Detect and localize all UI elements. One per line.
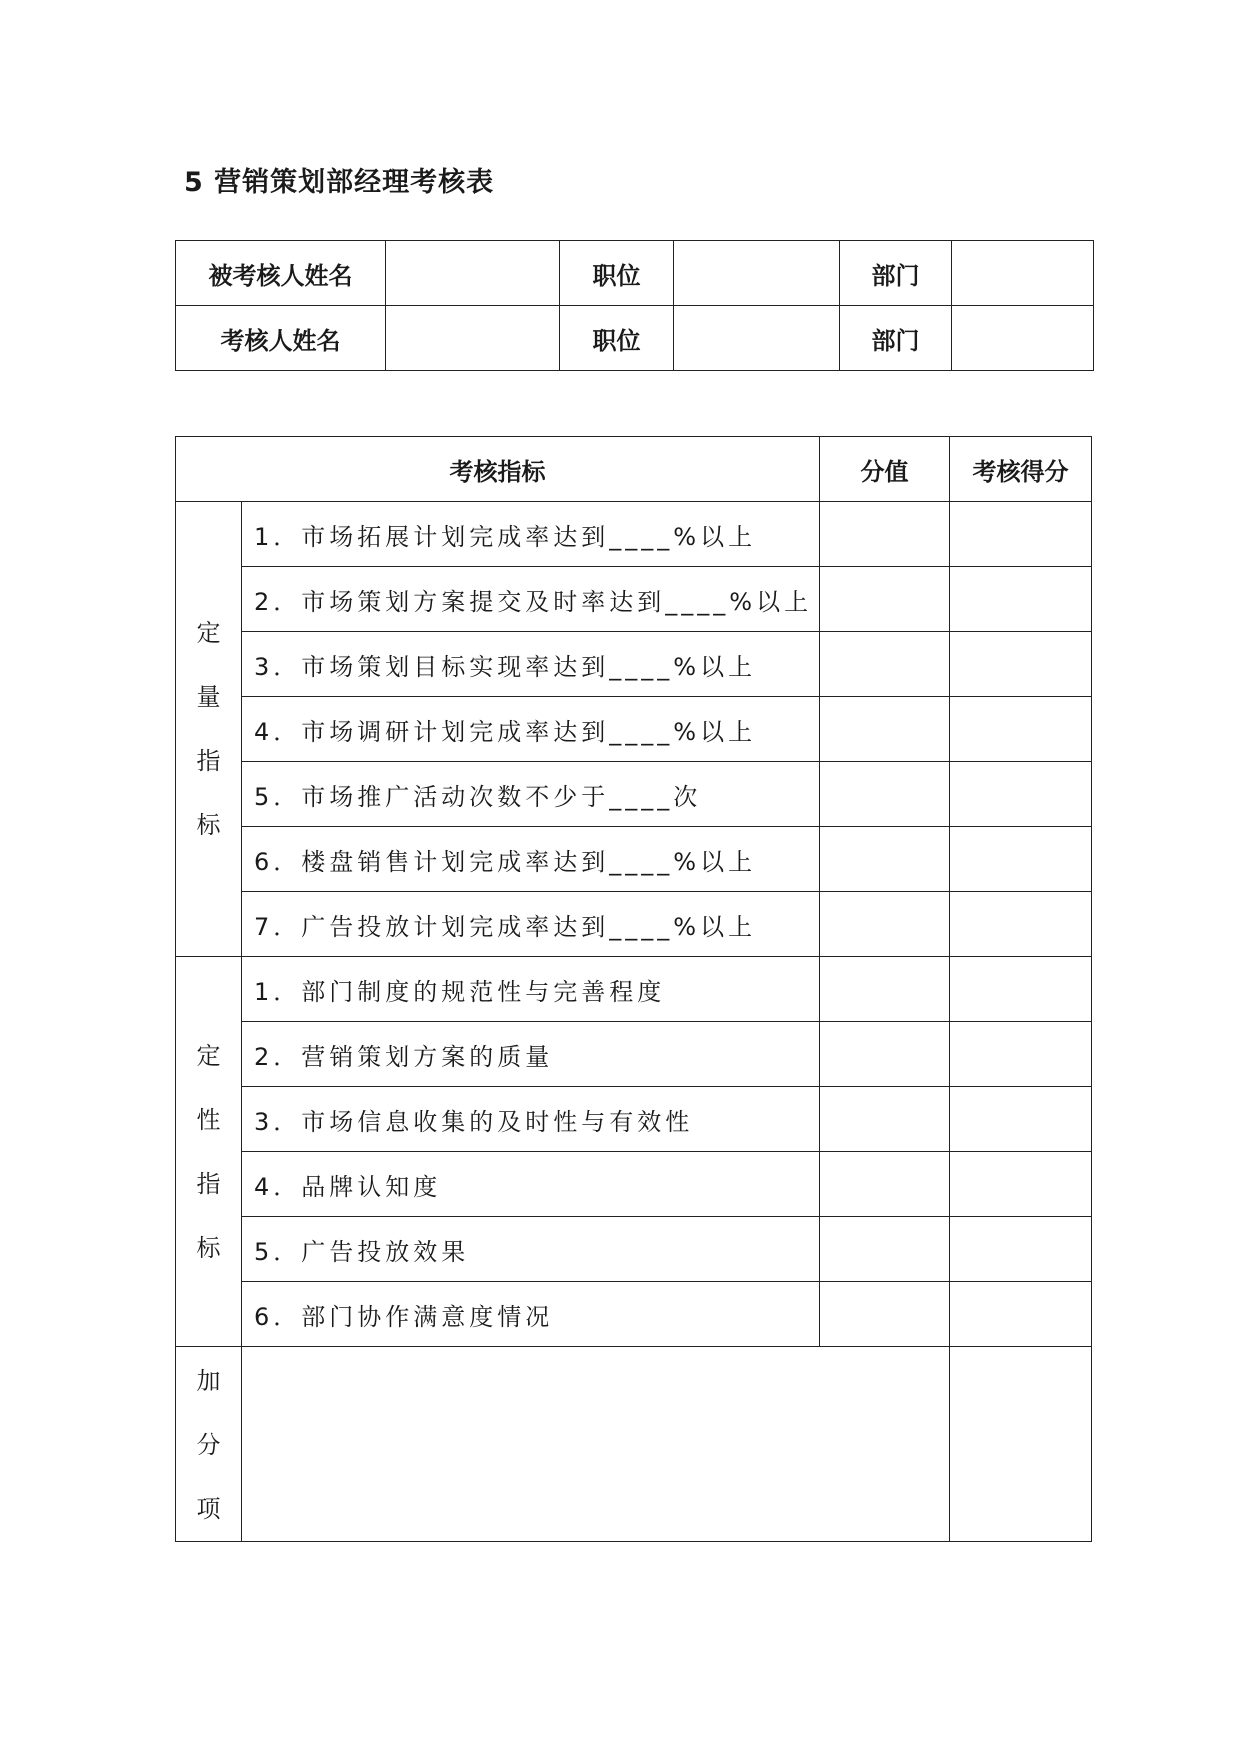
qualitative-item: 6．部门协作满意度情况: [242, 1282, 820, 1347]
bonus-row: [176, 1347, 1092, 1542]
assessee-name-field[interactable]: [386, 241, 560, 306]
table-row: [176, 567, 1092, 632]
score-value-cell[interactable]: [820, 762, 950, 827]
score-value-cell[interactable]: [820, 1217, 950, 1282]
assessor-position-label: 职位: [560, 306, 674, 371]
table-row: [176, 957, 1092, 1022]
score-value-cell[interactable]: [820, 567, 950, 632]
assessee-position-field[interactable]: [674, 241, 840, 306]
score-value-cell[interactable]: [820, 1087, 950, 1152]
score-result-cell[interactable]: [950, 1282, 1092, 1347]
score-value-cell[interactable]: [820, 502, 950, 567]
score-result-cell[interactable]: [950, 762, 1092, 827]
score-result-cell[interactable]: [950, 1087, 1092, 1152]
qualitative-item: 2．营销策划方案的质量: [242, 1022, 820, 1087]
assessor-name-field[interactable]: [386, 306, 560, 371]
score-result-cell[interactable]: [950, 567, 1092, 632]
score-result-cell[interactable]: [950, 502, 1092, 567]
qualitative-item: 4．品牌认知度: [242, 1152, 820, 1217]
score-value-cell[interactable]: [820, 1152, 950, 1217]
assessor-dept-field[interactable]: [952, 306, 1094, 371]
assessor-row: [176, 306, 1094, 371]
table-row: [176, 1217, 1092, 1282]
qualitative-item: 3．市场信息收集的及时性与有效性: [242, 1087, 820, 1152]
table-row: [176, 762, 1092, 827]
table-row: [176, 502, 1092, 567]
quantitative-item: 2．市场策划方案提交及时率达到____%以上: [242, 567, 820, 632]
quantitative-category-label: 定 量 指 标: [176, 502, 242, 957]
score-result-cell[interactable]: [950, 697, 1092, 762]
assessee-row: [176, 241, 1094, 306]
table-row: [176, 1022, 1092, 1087]
score-value-cell[interactable]: [820, 827, 950, 892]
quantitative-item: 7．广告投放计划完成率达到____%以上: [242, 892, 820, 957]
qualitative-category-label: 定 性 指 标: [176, 957, 242, 1347]
assessee-dept-label: 部门: [840, 241, 952, 306]
qualitative-item: 5．广告投放效果: [242, 1217, 820, 1282]
score-result-cell[interactable]: [950, 1022, 1092, 1087]
table-row: [176, 1282, 1092, 1347]
assessor-position-field[interactable]: [674, 306, 840, 371]
header-row: [176, 437, 1092, 502]
score-value-header: 分值: [820, 437, 950, 502]
score-value-cell[interactable]: [820, 632, 950, 697]
assessor-dept-label: 部门: [840, 306, 952, 371]
assessor-name-label: 考核人姓名: [176, 306, 386, 371]
score-result-cell[interactable]: [950, 957, 1092, 1022]
table-row: [176, 632, 1092, 697]
score-result-cell[interactable]: [950, 1217, 1092, 1282]
score-result-cell[interactable]: [950, 632, 1092, 697]
score-result-cell[interactable]: [950, 892, 1092, 957]
quantitative-item: 3．市场策划目标实现率达到____%以上: [242, 632, 820, 697]
qualitative-item: 1．部门制度的规范性与完善程度: [242, 957, 820, 1022]
score-result-cell[interactable]: [950, 1152, 1092, 1217]
quantitative-item: 5．市场推广活动次数不少于____次: [242, 762, 820, 827]
page-title: 5 营销策划部经理考核表: [184, 167, 495, 198]
table-row: [176, 892, 1092, 957]
table-row: [176, 1152, 1092, 1217]
assessee-dept-field[interactable]: [952, 241, 1094, 306]
table-row: [176, 1087, 1092, 1152]
assessee-info-table: [175, 240, 1094, 371]
indicator-header: 考核指标: [176, 437, 820, 502]
quantitative-item: 1．市场拓展计划完成率达到____%以上: [242, 502, 820, 567]
score-value-cell[interactable]: [820, 957, 950, 1022]
score-value-cell[interactable]: [820, 892, 950, 957]
score-value-cell[interactable]: [820, 697, 950, 762]
score-result-cell[interactable]: [950, 827, 1092, 892]
score-value-cell[interactable]: [820, 1282, 950, 1347]
assessee-name-label: 被考核人姓名: [176, 241, 386, 306]
quantitative-item: 6．楼盘销售计划完成率达到____%以上: [242, 827, 820, 892]
table-row: [176, 697, 1092, 762]
bonus-score-cell[interactable]: [950, 1347, 1092, 1542]
assessment-table: [175, 436, 1092, 1542]
score-result-header: 考核得分: [950, 437, 1092, 502]
bonus-category-label: 加 分 项: [176, 1347, 242, 1542]
bonus-content-cell[interactable]: [242, 1347, 950, 1542]
table-row: [176, 827, 1092, 892]
quantitative-item: 4．市场调研计划完成率达到____%以上: [242, 697, 820, 762]
assessee-position-label: 职位: [560, 241, 674, 306]
score-value-cell[interactable]: [820, 1022, 950, 1087]
